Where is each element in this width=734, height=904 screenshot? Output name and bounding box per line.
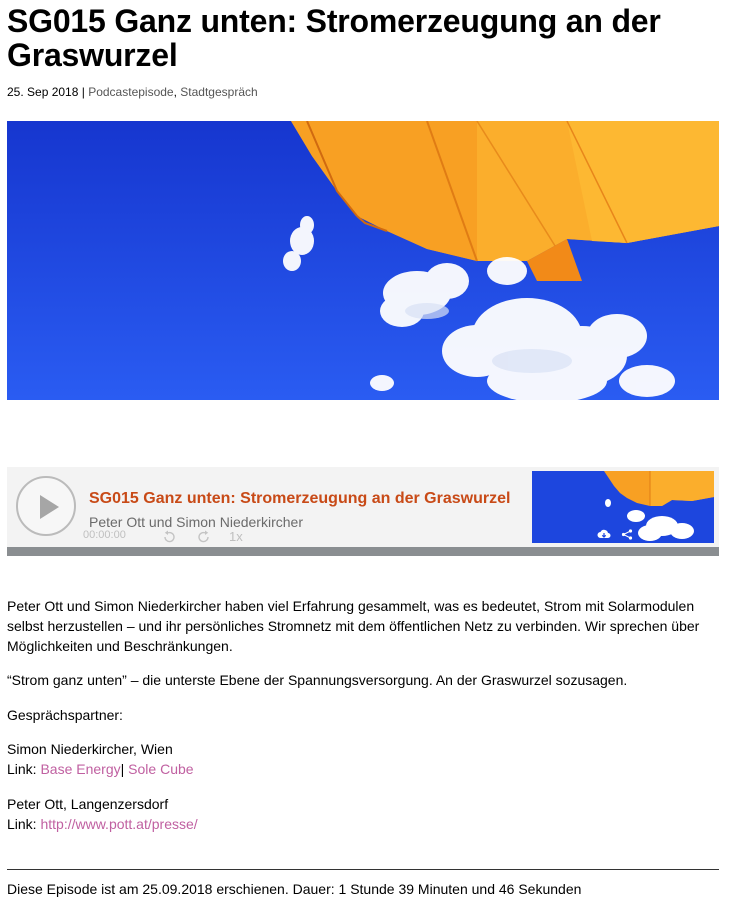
post-date: 25. Sep 2018 bbox=[7, 85, 79, 99]
partner-peter bbox=[7, 794, 198, 834]
sole-cube-link[interactable]: Sole Cube bbox=[128, 761, 194, 777]
share-icon bbox=[621, 529, 633, 540]
partner-simon-name: Simon Niederkircher, Wien bbox=[7, 741, 173, 757]
time-display: 00:00:00 bbox=[83, 529, 126, 541]
podcast-player bbox=[7, 467, 719, 556]
post-meta bbox=[7, 84, 258, 100]
partner-simon-link-label: Link: bbox=[7, 761, 41, 777]
play-icon bbox=[38, 494, 60, 520]
umbrella-sky-illustration bbox=[7, 121, 719, 400]
intro-paragraph: Peter Ott und Simon Niederkircher haben viel Erfahrung gesammelt, was es bedeutet, Strom mit Solarmodulen selbst herzustellen – und ihr persönliches Stromnetz mit dem öffentlichen Netz zu verbinden. Wir sprechen über Möglichkeiten und Beschränkungen. bbox=[7, 598, 700, 654]
rewind-button[interactable] bbox=[162, 530, 176, 547]
episode-title[interactable]: SG015 Ganz unten: Stromerzeugung an der Graswurzel bbox=[89, 490, 511, 507]
partner-simon bbox=[7, 739, 194, 779]
episode-author: Peter Ott und Simon Niederkircher bbox=[89, 514, 303, 530]
download-icon bbox=[597, 529, 611, 540]
rewind-icon bbox=[162, 530, 176, 544]
base-energy-link[interactable]: Base Energy bbox=[40, 761, 121, 777]
episode-thumbnail bbox=[532, 471, 714, 543]
forward-icon bbox=[197, 530, 211, 544]
share-button[interactable] bbox=[621, 529, 633, 540]
partner-peter-name: Peter Ott, Langenzersdorf bbox=[7, 796, 169, 812]
episode-footer-info: Diese Episode ist am 25.09.2018 erschienen. Dauer: 1 Stunde 39 Minuten und 46 Sekunden bbox=[7, 881, 582, 897]
play-button[interactable] bbox=[16, 476, 76, 536]
forward-button[interactable] bbox=[197, 530, 211, 547]
download-button[interactable] bbox=[597, 529, 611, 540]
quote-paragraph: “Strom ganz unten” – die unterste Ebene der Spannungsversorgung. An der Graswurzel sozusagen. bbox=[7, 672, 628, 688]
speed-button[interactable]: 1x bbox=[229, 529, 243, 544]
meta-separator: | bbox=[78, 85, 89, 99]
featured-image bbox=[7, 121, 719, 400]
category-link-stadtgespraech[interactable]: Stadtgespräch bbox=[180, 85, 258, 99]
category-link-podcastepisode[interactable]: Podcastepisode bbox=[88, 85, 174, 99]
link-separator: | bbox=[120, 761, 129, 777]
footer-divider bbox=[7, 869, 719, 870]
pott-presse-link[interactable]: http://www.pott.at/presse/ bbox=[40, 816, 198, 832]
partners-heading: Gesprächspartner: bbox=[7, 707, 123, 723]
post-title: SG015 Ganz unten: Stromerzeugung an der Graswurzel bbox=[7, 3, 661, 73]
partner-peter-link-label: Link: bbox=[7, 816, 41, 832]
category-separator: , bbox=[173, 85, 181, 99]
